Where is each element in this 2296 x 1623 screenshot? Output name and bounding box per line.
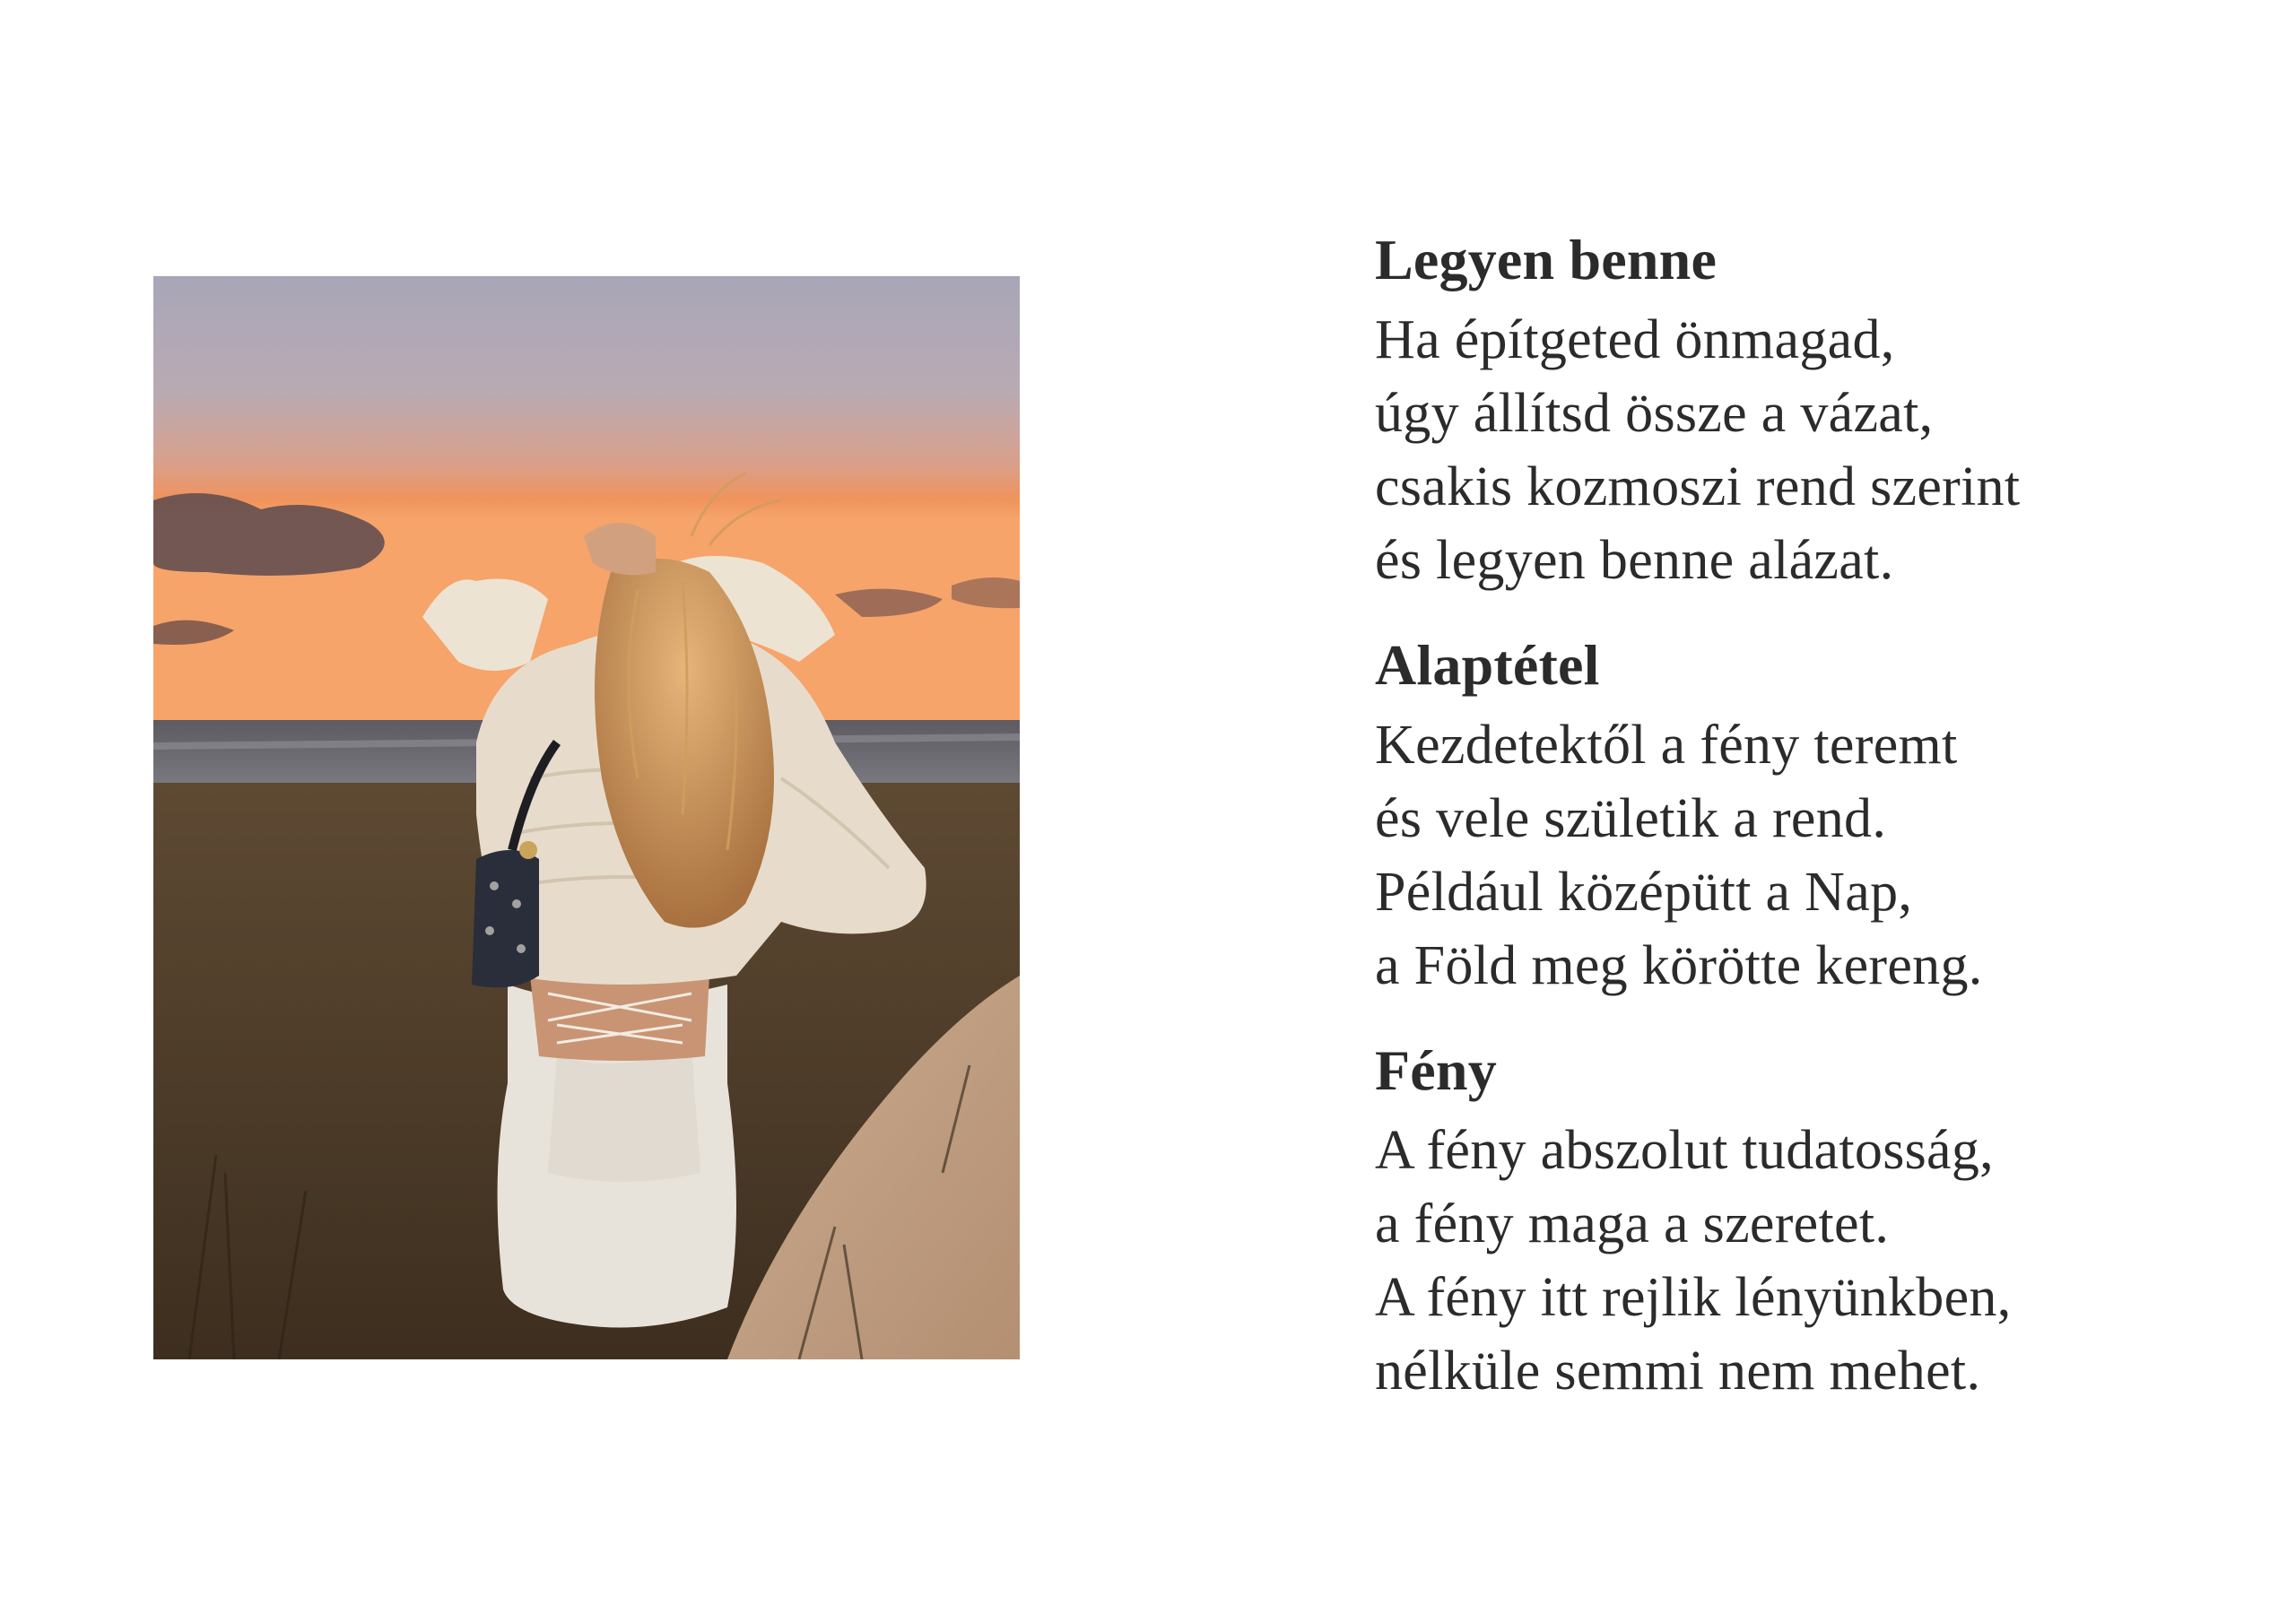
poem-line: Ha építgeted önmagad, <box>1375 309 1895 370</box>
poem-line: Például középütt a Nap, <box>1375 862 1913 923</box>
poem-line: a fény maga a szeretet. <box>1375 1193 1890 1254</box>
poem-line: nélküle semmi nem mehet. <box>1375 1341 1981 1402</box>
poems-column <box>1375 222 2236 1438</box>
poem-title: Alaptétel <box>1375 633 1600 697</box>
poem-line: a Föld meg körötte kereng. <box>1375 935 1983 996</box>
poem-legyen-benne <box>1375 222 2236 597</box>
poem-stanza <box>1375 708 2236 1002</box>
poem-stanza <box>1375 1114 2236 1408</box>
poem-line: és legyen benne alázat. <box>1375 530 1894 591</box>
poem-line: úgy állítsd össze a vázat, <box>1375 383 1934 444</box>
poem-line: Kezdetektől a fény teremt <box>1375 715 1958 776</box>
photo-illustration <box>153 276 1020 1359</box>
poem-title: Legyen benne <box>1375 228 1718 291</box>
poem-alaptetel <box>1375 628 2236 1002</box>
beach-sunset-photo <box>153 276 1020 1359</box>
poem-line: és vele születik a rend. <box>1375 788 1887 849</box>
poem-feny <box>1375 1033 2236 1408</box>
poem-stanza <box>1375 303 2236 597</box>
poem-line: csakis kozmoszi rend szerint <box>1375 456 2021 517</box>
poem-title: Fény <box>1375 1038 1497 1102</box>
poem-line: A fény itt rejlik lényünkben, <box>1375 1267 2012 1328</box>
poem-line: A fény abszolut tudatosság, <box>1375 1120 1994 1181</box>
